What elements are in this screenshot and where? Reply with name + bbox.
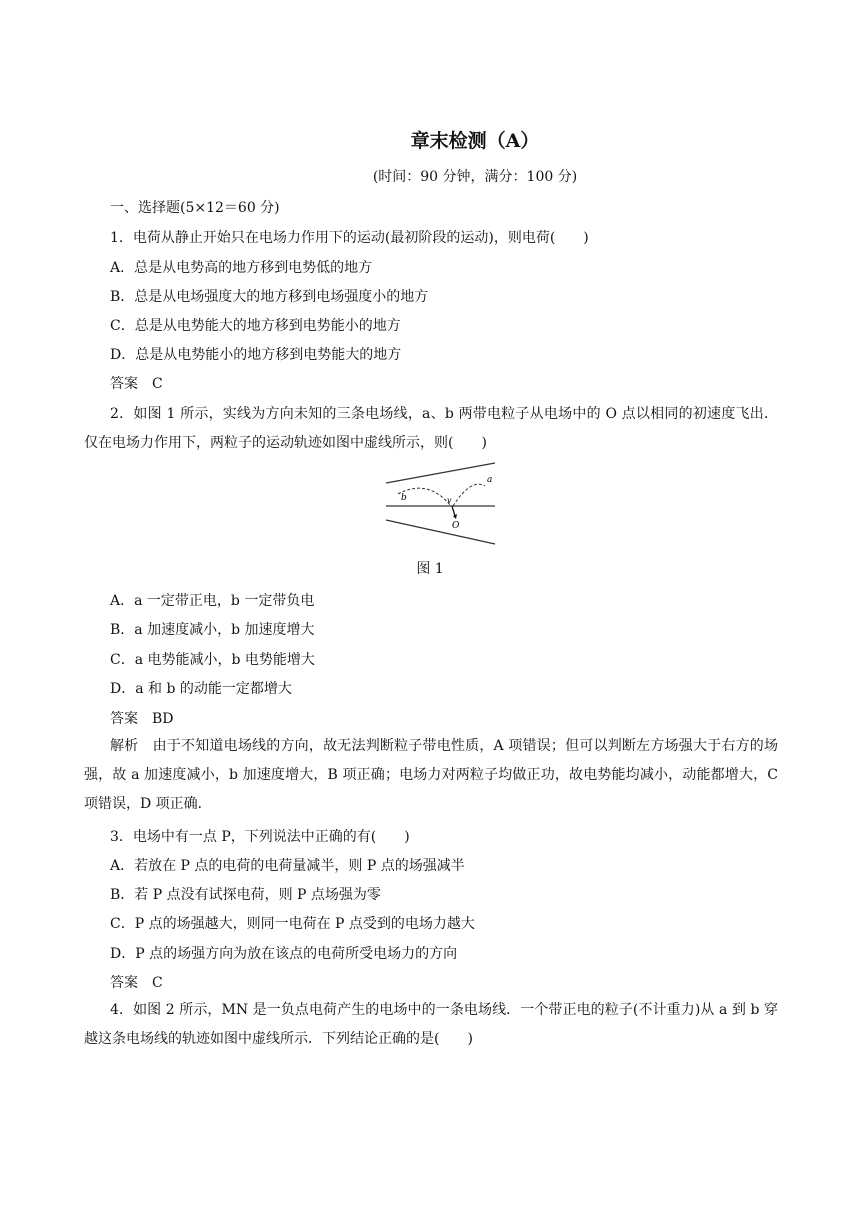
question-2-analysis: 解析 由于不知道电场线的方向，故无法判断粒子带电性质，A 项错误；但可以判断左方场强大于右方的场强，故 a 加速度减小，b 加速度增大，B 项正确；电场力对两粒子均做正功，故电势能均减小，动能都增大，C 项错误，D 项正确． (84, 738, 778, 812)
label-o: O (452, 521, 460, 531)
question-4-stem: 4．如图 2 所示，MN 是一负点电荷产生的电场中的一条电场线．一个带正电的粒子(不计重力)从 a 到 b 穿越这条电场线的轨迹如图中虚线所示．下列结论正确的是( ) (84, 1002, 778, 1047)
question-3-option-a: A．若放在 P 点的电荷的电荷量减半，则 P 点的场强减半 (110, 858, 465, 874)
question-3-option-c: C．P 点的场强越大，则同一电荷在 P 点受到的电场力越大 (110, 916, 475, 932)
question-3-option-b: B．若 P 点没有试探电荷，则 P 点场强为零 (110, 887, 381, 903)
question-2-option-a: A．a 一定带正电，b 一定带负电 (110, 593, 315, 609)
question-1-stem: 1．电荷从静止开始只在电场力作用下的运动(最初阶段的运动)，则电荷( ) (110, 230, 589, 246)
question-2-option-b: B．a 加速度减小，b 加速度增大 (110, 622, 315, 638)
question-1-option-b: B．总是从电场强度大的地方移到电场强度小的地方 (110, 289, 429, 305)
question-3-answer: 答案 C (110, 975, 163, 991)
question-2-answer: 答案 BD (110, 711, 174, 727)
question-1-option-d: D．总是从电势能小的地方移到电势能大的地方 (110, 347, 402, 363)
section-heading: 一、选择题(5×12＝60 分) (110, 200, 280, 216)
label-a: a (487, 475, 493, 485)
question-3-option-d: D．P 点的场强方向为放在该点的电荷所受电场力的方向 (110, 946, 458, 962)
question-2-option-c: C．a 电势能减小，b 电势能增大 (110, 652, 315, 668)
page-title: 章末检测（A） (410, 130, 540, 152)
label-b: b (401, 493, 407, 503)
exam-info: (时间：90 分钟，满分：100 分) (372, 169, 578, 185)
question-2-stem: 2．如图 1 所示，实线为方向未知的三条电场线，a、b 两带电粒子从电场中的 O 点以相同的初速度飞出．仅在电场力作用下，两粒子的运动轨迹如图中虚线所示，则( ) (84, 406, 778, 451)
question-2-option-d: D．a 和 b 的动能一定都增大 (110, 681, 292, 697)
question-1-option-a: A．总是从电势高的地方移到电势低的地方 (110, 260, 373, 276)
trajectory-a (453, 484, 485, 506)
question-1-option-c: C．总是从电势能大的地方移到电势能小的地方 (110, 318, 401, 334)
velocity-arrow (452, 506, 455, 516)
field-line-top (386, 463, 495, 483)
field-line-bottom (386, 520, 495, 544)
label-v: v (447, 496, 452, 505)
question-1-answer: 答案 C (110, 376, 163, 392)
figure-1-caption: 图 1 (416, 561, 444, 577)
figure-1-electric-field (383, 458, 498, 548)
question-3-stem: 3．电场中有一点 P，下列说法中正确的有( ) (110, 829, 410, 845)
